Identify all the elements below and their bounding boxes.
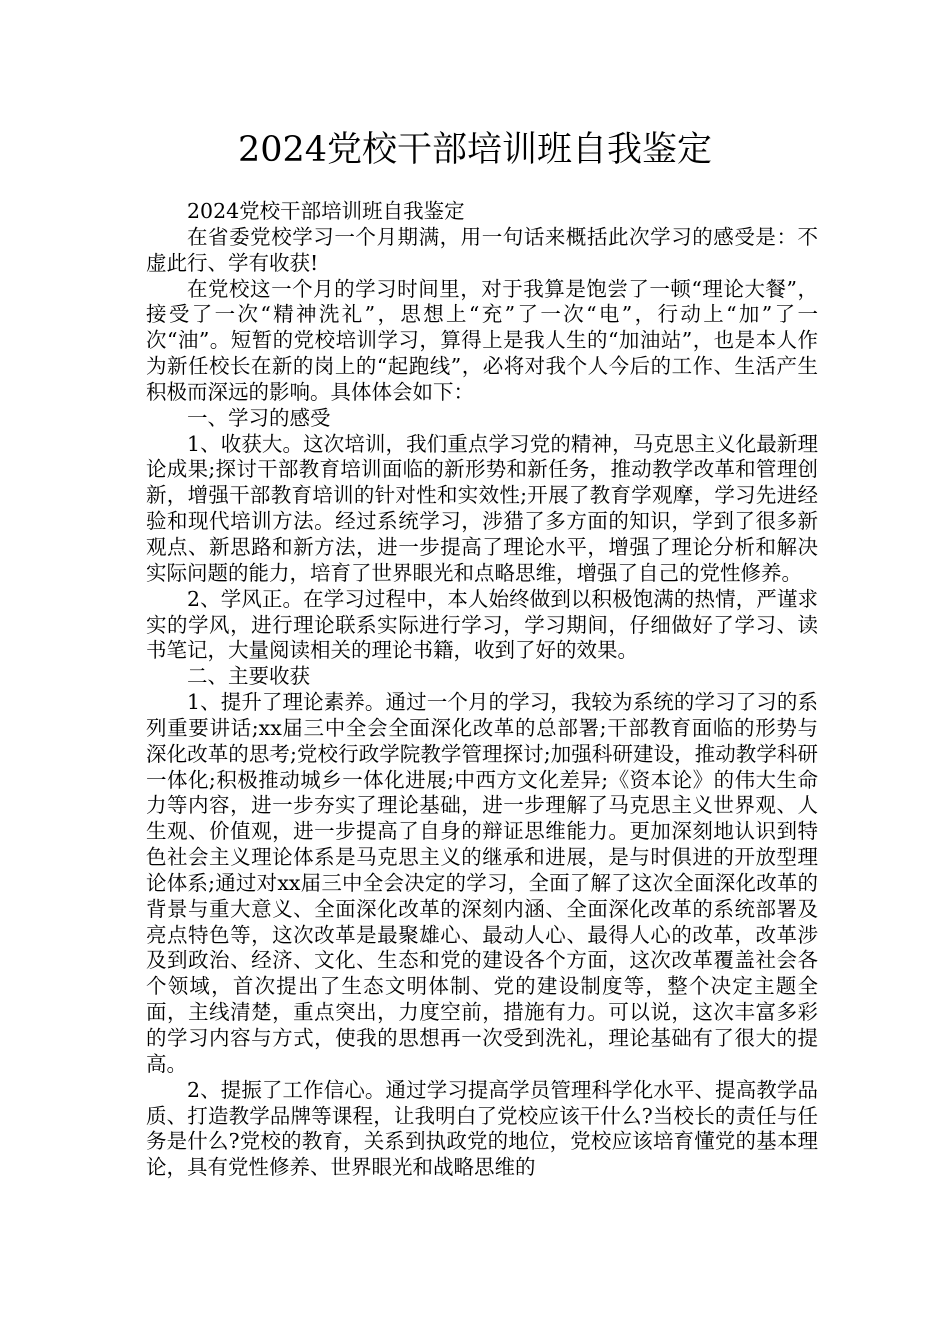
document-title: 2024党校干部培训班自我鉴定 (237, 130, 713, 170)
section-heading-gains: 二、主要收获 (187, 664, 310, 689)
document-body (146, 199, 818, 1181)
paragraph-feelings-1: 1、收获大。这次培训，我们重点学习党的精神，马克思主义化最新理论成果;探讨干部教育培训面临的新形势和新任务，推动教学改革和管理创新，增强干部教育培训的针对性和实效性;开展了教育学观摩，学习先进经验和现代培训方法。经过系统学习，涉猎了多方面的知识，学到了很多新观点、新思路和新方法，进一步提高了理论水平，增强了理论分析和解决实际问题的能力，培育了世界眼光和点略思维，增强了自己的党性修养。 (146, 431, 818, 585)
paragraph-gains-1: 1、提升了理论素养。通过一个月的学习，我较为系统的学习了习的系列重要讲话;xx届三中全会全面深化改革的总部署;干部教育面临的形势与深化改革的思考;党校行政学院教学管理探讨;加强科研建设，推动教学科研一体化;积极推动城乡一体化进展;中西方文化差异;《资本论》的伟大生命力等内容，进一步夯实了理论基础，进一步理解了马克思主义世界观、人生观、价值观，进一步提高了自身的辩证思维能力。更加深刻地认识到特色社会主义理论体系是马克思主义的继承和进展，是与时俱进的开放型理论体系;通过对xx届三中全会决定的学习，全面了解了这次全面深化改革的背景与重大意义、全面深化改革的深刻内涵、全面深化改革的系统部署及亮点特色等，这次改革是最聚雄心、最动人心、最得人心的改革，改革涉及到政治、经济、文化、生态和党的建设各个方面，这次改革覆盖社会各个领域，首次提出了生态文明体制、党的建设制度等，整个决定主题全面，主线清楚，重点突出，力度空前，措施有力。可以说，这次丰富多彩的学习内容与方式，使我的思想再一次受到洗礼，理论基础有了很大的提高。 (146, 690, 818, 1076)
paragraph-gains-2: 2、提振了工作信心。通过学习提高学员管理科学化水平、提高教学品质、打造教学品牌等课程，让我明白了党校应该干什么?当校长的责任与任务是什么?党校的教育，关系到执政党的地位，党校应该培育懂党的基本理论，具有党性修养、世界眼光和战略思维的 (146, 1077, 818, 1180)
paragraph-feelings-2: 2、学风正。在学习过程中，本人始终做到以积极饱满的热情，严谨求实的学风，进行理论联系实际进行学习，学习期间，仔细做好了学习、读书笔记，大量阅读相关的理论书籍，收到了好的效果。 (146, 586, 818, 663)
section-heading-feelings: 一、学习的感受 (187, 405, 331, 430)
paragraph-intro: 在省委党校学习一个月期满，用一句话来概括此次学习的感受是：不虚此行、学有收获! (146, 224, 818, 275)
paragraph-subtitle: 2024党校干部培训班自我鉴定 (187, 199, 465, 223)
paragraph-overview: 在党校这一个月的学习时间里，对于我算是饱尝了一顿“理论大餐”，接受了一次“精神洗礼”，思想上“充”了一次“电”，行动上“加”了一次“油”。短暂的党校培训学习，算得上是我人生的“加油站”，也是本人作为新任校长在新的岗上的“起跑线”，必将对我个人今后的工作、生活产生积极而深远的影响。具体体会如下： (146, 276, 818, 404)
